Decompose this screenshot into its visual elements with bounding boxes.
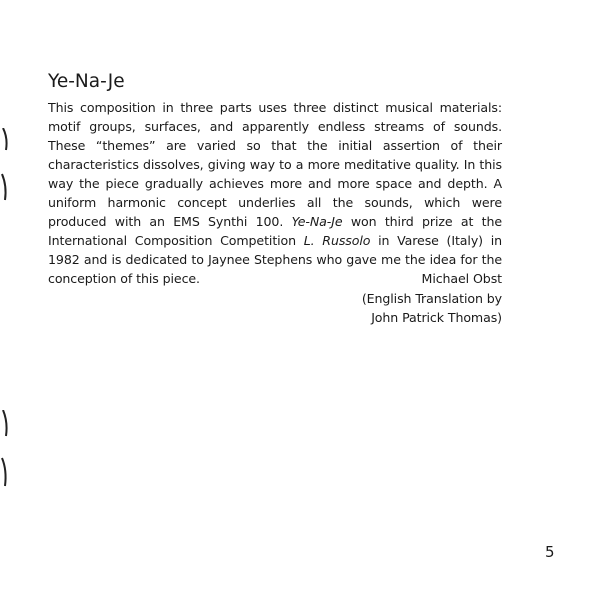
body-title-italic: Ye-Na-Je [291, 214, 343, 229]
body-text-part3: in Varese (Italy) in 1982 and is dedicated to Jaynee Stephens who gave me the idea for the conception of this piece. [48, 233, 502, 286]
body-text-part1: This composition in three parts uses three distinct musical materials: motif groups, surfaces, and apparently endless streams of sounds. These “themes” are varied so that the initial assertion of their characteristics dissolves, giving way to a more meditative quality. In this way the piece gradually achieves more and more space and depth. A uniform harmonic concept underlies all the sounds, which were produced with an EMS Synthi 100. [48, 100, 502, 229]
signature-translation-line1: (English Translation by [361, 290, 502, 306]
signature-translation-line2: John Patrick Thomas) [371, 310, 502, 325]
page-number: 5 [545, 543, 555, 561]
binding-mark-bottom [0, 410, 10, 494]
body-paragraph [48, 98, 502, 288]
body-competition-italic: L. Russolo [303, 233, 371, 248]
body-text-part2: won third prize at the International Composition Competition [48, 214, 502, 248]
signature-block [362, 269, 502, 328]
binding-mark-top [0, 128, 10, 208]
page-title: Ye-Na-Je [48, 71, 125, 92]
signature-author: Michael Obst [421, 271, 502, 286]
